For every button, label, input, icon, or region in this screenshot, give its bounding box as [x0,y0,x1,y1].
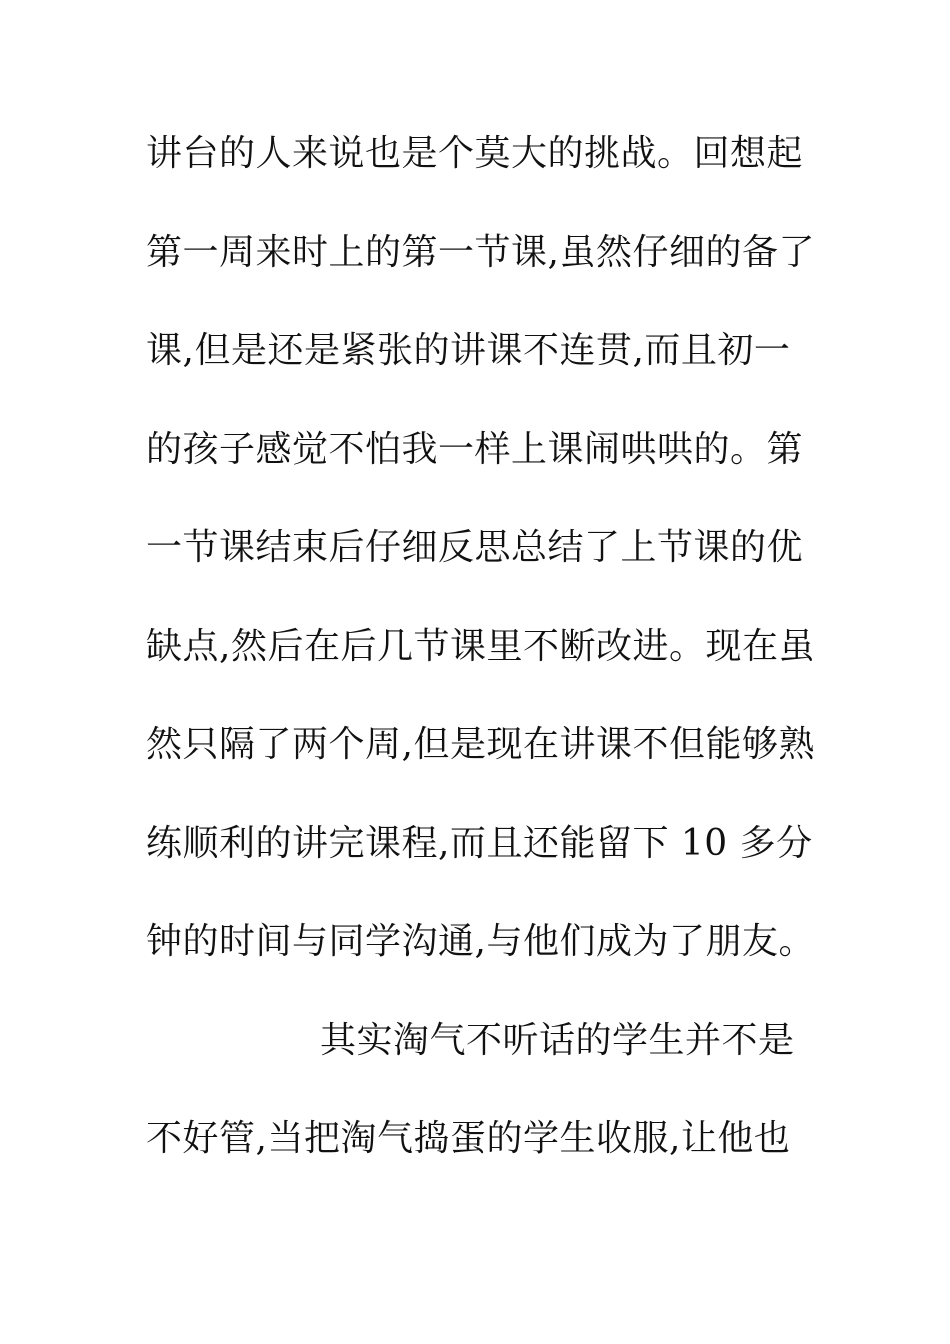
paragraph-start-line: 其实淘气不听话的学生并不是 [320,1019,795,1061]
text-line: 第一周来时上的第一节课,虽然仔细的备了 [146,231,815,273]
text-line: 缺点,然后在后几节课里不断改进。现在虽 [146,625,815,667]
text-line: 钟的时间与同学沟通,与他们成为了朋友。 [146,921,815,962]
text-line: 一节课结束后仔细反思总结了上节课的优 [146,527,804,568]
body-text [146,124,815,1208]
text-line: 课,但是还是紧张的讲课不连贯,而且初一 [146,330,791,371]
text-line: 讲台的人来说也是个莫大的挑战。回想起 [146,133,804,174]
text-line: 的孩子感觉不怕我一样上课闹哄哄的。第 [146,428,804,470]
text-line: 然只隔了两个周,但是现在讲课不但能够熟 [146,724,815,765]
text-line: 不好管,当把淘气捣蛋的学生收服,让他也 [146,1118,791,1159]
text-line: 练顺利的讲完课程,而且还能留下 10 多分 [146,822,813,864]
